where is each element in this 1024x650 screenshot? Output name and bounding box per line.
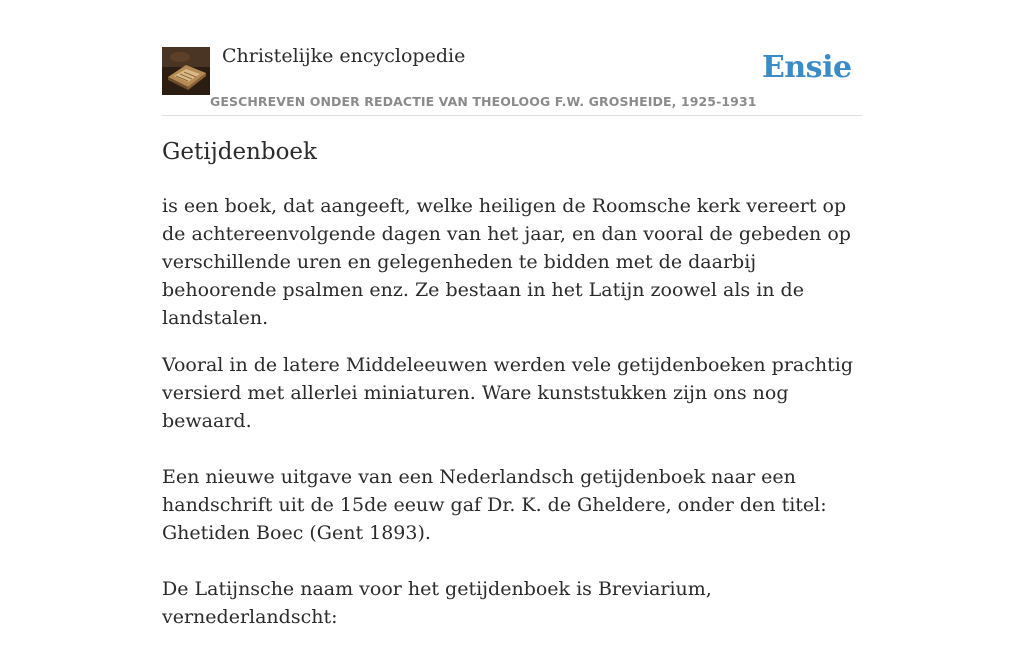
article-body bbox=[162, 192, 872, 650]
book-icon bbox=[162, 47, 210, 95]
encyclopedia-avatar[interactable] bbox=[162, 47, 210, 95]
article-paragraph: De Latijnsche naam voor het getijdenboek is Breviarium, vernederlandscht: bbox=[162, 578, 712, 628]
site-subtitle: GESCHREVEN ONDER REDACTIE VAN THEOLOOG F.W. GROSHEIDE, 1925-1931 bbox=[210, 94, 757, 109]
header-divider bbox=[162, 115, 862, 116]
article-title: Getijdenboek bbox=[162, 139, 317, 165]
brand-logo-link[interactable]: Ensie bbox=[762, 50, 852, 85]
article-paragraph: Vooral in de latere Middeleeuwen werden vele getijdenboeken prachtig versierd met allerlei miniaturen. Ware kunststukken zijn ons nog bewaard. bbox=[162, 354, 853, 432]
site-title[interactable]: Christelijke encyclopedie bbox=[222, 45, 466, 67]
article-paragraph: Een nieuwe uitgave van een Nederlandsch getijdenboek naar een handschrift uit de 15de eeuw gaf Dr. K. de Gheldere, onder den titel: Ghetiden Boec (Gent 1893). bbox=[162, 466, 827, 544]
article-paragraph: is een boek, dat aangeeft, welke heiligen de Roomsche kerk vereert op de achtereenvolgende dagen van het jaar, en dan vooral de gebeden op verschillende uren en gelegenheden te bidden met de daarbij behoorende psalmen enz. Ze bestaan in het Latijn zoowel als in de landstalen. bbox=[162, 195, 851, 329]
